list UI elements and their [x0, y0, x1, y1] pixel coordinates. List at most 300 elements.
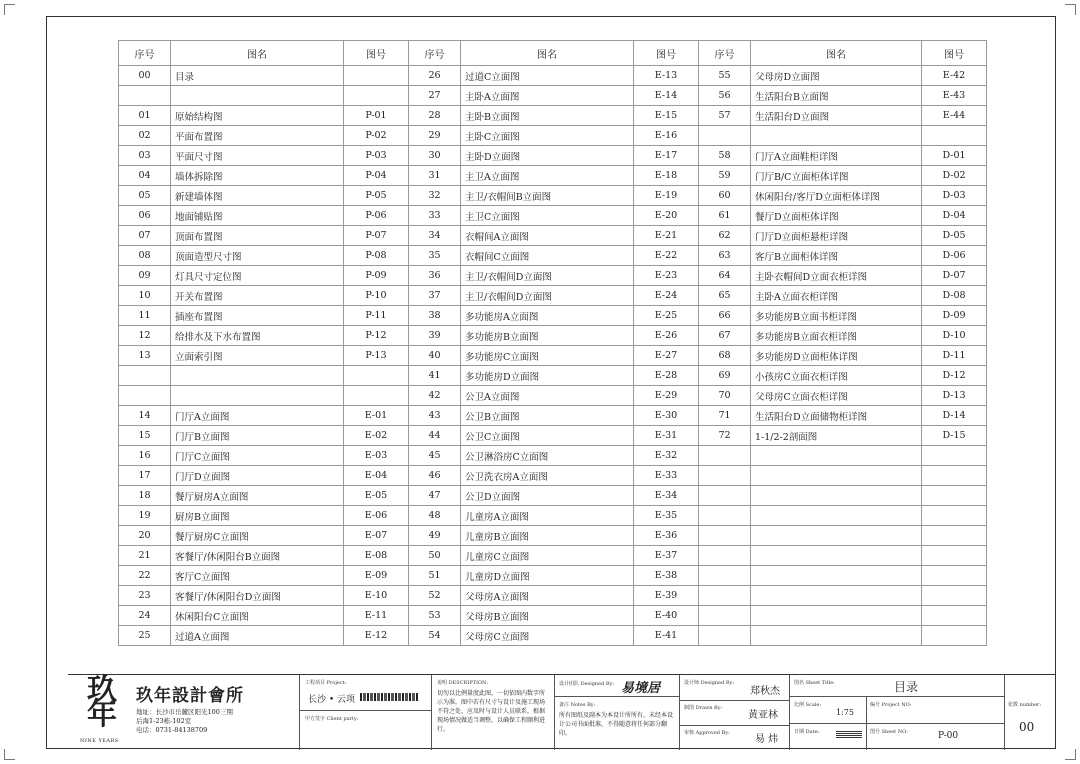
- cell-name: 多功能房A立面图: [461, 306, 634, 326]
- cell-no: 10: [119, 286, 171, 306]
- company-name: 玖年設計會所: [136, 686, 244, 706]
- sheet-info-block: [790, 675, 1005, 750]
- table-row: [119, 446, 987, 466]
- sheet-title-label: 图名 Sheet Title:: [794, 680, 835, 686]
- date-label: 日期 Date:: [794, 729, 820, 735]
- cell-code: E-10: [344, 586, 409, 606]
- cell-code: E-03: [344, 446, 409, 466]
- cell-no: 61: [699, 206, 751, 226]
- cell-code: D-06: [922, 246, 987, 266]
- cell-no: 56: [699, 86, 751, 106]
- cell-no: 50: [409, 546, 461, 566]
- cell-name: [751, 506, 922, 526]
- cell-code: E-01: [344, 406, 409, 426]
- cell-name: 主卧B立面图: [461, 106, 634, 126]
- cell-name: 主卫C立面图: [461, 206, 634, 226]
- cell-no: 11: [119, 306, 171, 326]
- cell-code: E-38: [634, 566, 699, 586]
- cell-name: 墙体拆除图: [171, 166, 344, 186]
- cell-no: [699, 446, 751, 466]
- cell-no: [699, 606, 751, 626]
- cell-no: 31: [409, 166, 461, 186]
- cell-no: 42: [409, 386, 461, 406]
- scale-label: 比例 Scale:: [794, 702, 822, 708]
- cell-no: 28: [409, 106, 461, 126]
- sheet-number-label: 张数 number:: [1008, 702, 1042, 708]
- company-block: [68, 675, 300, 750]
- table-row: [119, 146, 987, 166]
- table-row: [119, 386, 987, 406]
- table-row: [119, 306, 987, 326]
- cell-name: [751, 466, 922, 486]
- cell-no: [699, 546, 751, 566]
- cell-name: 主卫/衣帽间D立面图: [461, 266, 634, 286]
- table-row: [119, 346, 987, 366]
- company-logo: 玖年: [87, 673, 115, 732]
- cell-name: 公卫C立面图: [461, 426, 634, 446]
- cell-name: 儿童房A立面图: [461, 506, 634, 526]
- cell-code: P-08: [344, 246, 409, 266]
- cell-code: E-33: [634, 466, 699, 486]
- cell-code: E-15: [634, 106, 699, 126]
- cell-name: 儿童房D立面图: [461, 566, 634, 586]
- address-line: 后海1-23栋-102室: [136, 717, 192, 725]
- cell-name: 生活阳台B立面图: [751, 86, 922, 106]
- cell-no: [699, 486, 751, 506]
- cell-code: E-42: [922, 66, 987, 86]
- cell-code: D-11: [922, 346, 987, 366]
- cell-no: 07: [119, 226, 171, 246]
- cell-code: [922, 546, 987, 566]
- cell-no: 35: [409, 246, 461, 266]
- cell-no: [119, 386, 171, 406]
- cell-name: [751, 546, 922, 566]
- corner-mark: [1065, 749, 1076, 760]
- cell-name: 多功能房C立面图: [461, 346, 634, 366]
- table-row: [119, 546, 987, 566]
- cell-name: 多功能房B立面图: [461, 326, 634, 346]
- cell-code: D-15: [922, 426, 987, 446]
- cell-no: 68: [699, 346, 751, 366]
- cell-no: [699, 466, 751, 486]
- cell-code: P-02: [344, 126, 409, 146]
- title-block: [68, 674, 1056, 750]
- table-row: [119, 106, 987, 126]
- divider: [790, 696, 1004, 697]
- cell-code: D-03: [922, 186, 987, 206]
- cell-name: 主卧衣帽间D立面衣柜详图: [751, 266, 922, 286]
- cell-code: E-02: [344, 426, 409, 446]
- cell-name: 主卧A立面衣柜详图: [751, 286, 922, 306]
- cell-code: E-14: [634, 86, 699, 106]
- cell-no: 29: [409, 126, 461, 146]
- corner-mark: [1065, 4, 1076, 15]
- cell-name: [751, 486, 922, 506]
- cell-name: 主卫/衣帽间D立面图: [461, 286, 634, 306]
- cell-code: E-31: [634, 426, 699, 446]
- cell-no: 30: [409, 146, 461, 166]
- cell-no: 65: [699, 286, 751, 306]
- cell-no: 23: [119, 586, 171, 606]
- cell-code: D-05: [922, 226, 987, 246]
- table-row: [119, 326, 987, 346]
- table-row: [119, 66, 987, 86]
- cell-name: 顶面布置图: [171, 226, 344, 246]
- description-text: 切勿以比例量度此图，一切依图内数字所示为准。图中若有尺寸与设计及施工现场不符之处，应及时与设计人员联系，根据现场情况做适当调整，以确保工程顺利进行。: [437, 690, 546, 733]
- divider: [680, 700, 789, 701]
- cell-code: D-07: [922, 266, 987, 286]
- cell-name: 父母房A立面图: [461, 586, 634, 606]
- cell-name: 公卫淋浴房C立面图: [461, 446, 634, 466]
- sheet-number-value: 00: [1019, 720, 1035, 734]
- cell-code: E-07: [344, 526, 409, 546]
- cell-no: 33: [409, 206, 461, 226]
- cell-code: [922, 506, 987, 526]
- cell-name: 多功能房B立面衣柜详图: [751, 326, 922, 346]
- divider: [680, 725, 789, 726]
- cell-name: 门厅B/C立面柜体详图: [751, 166, 922, 186]
- cell-no: 02: [119, 126, 171, 146]
- cell-no: [699, 126, 751, 146]
- cell-code: D-13: [922, 386, 987, 406]
- cell-name: 餐厅D立面柜体详图: [751, 206, 922, 226]
- cell-name: 客餐厅/休闲阳台B立面图: [171, 546, 344, 566]
- cell-name: 门厅A立面图: [171, 406, 344, 426]
- cell-code: E-32: [634, 446, 699, 466]
- cell-no: 47: [409, 486, 461, 506]
- cell-no: 21: [119, 546, 171, 566]
- cell-no: 63: [699, 246, 751, 266]
- cell-name: 平面尺寸图: [171, 146, 344, 166]
- cell-name: 厨房B立面图: [171, 506, 344, 526]
- table-row: [119, 366, 987, 386]
- cell-code: [344, 386, 409, 406]
- cell-no: 69: [699, 366, 751, 386]
- cell-no: 43: [409, 406, 461, 426]
- cell-code: E-24: [634, 286, 699, 306]
- cell-no: [699, 566, 751, 586]
- header-code: 图号: [344, 41, 409, 66]
- cell-code: E-43: [922, 86, 987, 106]
- cell-name: 开关布置图: [171, 286, 344, 306]
- drawn-label: 制图 Drawn By:: [684, 705, 723, 711]
- cell-no: 26: [409, 66, 461, 86]
- cell-no: 54: [409, 626, 461, 646]
- cell-name: 主卧A立面图: [461, 86, 634, 106]
- scale-value: 1:75: [836, 708, 854, 717]
- cell-code: E-13: [634, 66, 699, 86]
- cell-no: 09: [119, 266, 171, 286]
- cell-code: E-41: [634, 626, 699, 646]
- drawing-index-table: [118, 40, 986, 646]
- header-no: 序号: [119, 41, 171, 66]
- cell-no: 55: [699, 66, 751, 86]
- cell-no: 19: [119, 506, 171, 526]
- cell-code: [922, 606, 987, 626]
- table-row: [119, 166, 987, 186]
- cell-name: 客厅B立面柜体详图: [751, 246, 922, 266]
- cell-name: 1-1/2-2剖面图: [751, 426, 922, 446]
- cell-name: 给排水及下水布置图: [171, 326, 344, 346]
- table-row: [119, 286, 987, 306]
- cell-code: [922, 466, 987, 486]
- cell-code: E-18: [634, 166, 699, 186]
- table-row: [119, 586, 987, 606]
- cell-code: [922, 486, 987, 506]
- cell-name: 主卧C立面图: [461, 126, 634, 146]
- cell-no: [699, 626, 751, 646]
- cell-name: 过道A立面图: [171, 626, 344, 646]
- cell-no: 32: [409, 186, 461, 206]
- cell-code: P-13: [344, 346, 409, 366]
- cell-name: 门厅C立面图: [171, 446, 344, 466]
- cell-name: [171, 366, 344, 386]
- cell-no: 17: [119, 466, 171, 486]
- cell-code: P-09: [344, 266, 409, 286]
- cell-code: E-22: [634, 246, 699, 266]
- divider: [790, 723, 1004, 724]
- cell-code: D-04: [922, 206, 987, 226]
- cell-name: 过道C立面图: [461, 66, 634, 86]
- cell-code: [922, 626, 987, 646]
- cell-no: 41: [409, 366, 461, 386]
- cell-name: 生活阳台D立面图: [751, 106, 922, 126]
- cell-no: 24: [119, 606, 171, 626]
- table-row: [119, 206, 987, 226]
- cell-no: 62: [699, 226, 751, 246]
- cell-name: [751, 586, 922, 606]
- cell-code: P-07: [344, 226, 409, 246]
- header-name: 图名: [171, 41, 344, 66]
- team-block: [555, 675, 680, 750]
- cell-no: 25: [119, 626, 171, 646]
- cell-code: E-21: [634, 226, 699, 246]
- cell-name: 多功能房D立面柜体详图: [751, 346, 922, 366]
- cell-name: 父母房C立面图: [461, 626, 634, 646]
- cell-name: 父母房B立面图: [461, 606, 634, 626]
- description-block: [432, 675, 555, 750]
- cell-no: [699, 506, 751, 526]
- cell-name: 顶面造型尺寸图: [171, 246, 344, 266]
- approved-value: 易 炜: [755, 734, 779, 745]
- cell-code: P-12: [344, 326, 409, 346]
- cell-no: 04: [119, 166, 171, 186]
- drawn-value: 黄亚林: [748, 710, 778, 721]
- project-no-label: 编号 Project NO:: [870, 702, 912, 708]
- cell-code: E-34: [634, 486, 699, 506]
- cell-code: D-12: [922, 366, 987, 386]
- cell-name: 儿童房C立面图: [461, 546, 634, 566]
- cell-name: [751, 606, 922, 626]
- cell-name: 插座布置图: [171, 306, 344, 326]
- cell-no: 45: [409, 446, 461, 466]
- cell-code: E-20: [634, 206, 699, 226]
- cell-no: 12: [119, 326, 171, 346]
- cell-name: 门厅D立面柜悬柜详图: [751, 226, 922, 246]
- cell-no: [119, 366, 171, 386]
- header-name: 图名: [461, 41, 634, 66]
- cell-no: 00: [119, 66, 171, 86]
- cell-no: [699, 526, 751, 546]
- cell-code: E-12: [344, 626, 409, 646]
- cell-no: 71: [699, 406, 751, 426]
- cell-no: 57: [699, 106, 751, 126]
- cell-name: 儿童房B立面图: [461, 526, 634, 546]
- cell-code: D-02: [922, 166, 987, 186]
- cell-name: 小孩房C立面衣柜详图: [751, 366, 922, 386]
- table-row: [119, 526, 987, 546]
- cell-code: E-04: [344, 466, 409, 486]
- cell-name: 公卫A立面图: [461, 386, 634, 406]
- cell-code: P-10: [344, 286, 409, 306]
- cell-no: 60: [699, 186, 751, 206]
- table-row: [119, 86, 987, 106]
- company-logo-en: NINE YEARS: [80, 738, 119, 744]
- cell-name: 衣帽间A立面图: [461, 226, 634, 246]
- table-row: [119, 126, 987, 146]
- cell-name: 门厅A立面鞋柜详图: [751, 146, 922, 166]
- cell-no: 59: [699, 166, 751, 186]
- date-blur: [836, 731, 862, 738]
- cell-name: 目录: [171, 66, 344, 86]
- header-name: 图名: [751, 41, 922, 66]
- table-header-row: [119, 41, 987, 66]
- cell-no: [699, 586, 751, 606]
- cell-no: 53: [409, 606, 461, 626]
- cell-name: 衣帽间C立面图: [461, 246, 634, 266]
- header-code: 图号: [922, 41, 987, 66]
- divider: [300, 710, 431, 711]
- cell-name: 多功能房D立面图: [461, 366, 634, 386]
- client-label: 甲方签字 Client party:: [305, 716, 359, 722]
- cell-name: [751, 446, 922, 466]
- cell-name: 餐厅厨房C立面图: [171, 526, 344, 546]
- cell-no: 08: [119, 246, 171, 266]
- cell-name: [751, 626, 922, 646]
- cell-no: 34: [409, 226, 461, 246]
- cell-name: 公卫B立面图: [461, 406, 634, 426]
- cell-name: 休闲阳台C立面图: [171, 606, 344, 626]
- cell-no: 01: [119, 106, 171, 126]
- cell-code: E-05: [344, 486, 409, 506]
- cell-code: E-28: [634, 366, 699, 386]
- cell-no: 52: [409, 586, 461, 606]
- cell-no: 22: [119, 566, 171, 586]
- cell-no: 44: [409, 426, 461, 446]
- cell-code: E-30: [634, 406, 699, 426]
- cell-no: 13: [119, 346, 171, 366]
- description-label: 说明 DESCRIPTION:: [437, 680, 488, 686]
- cell-name: 父母房D立面图: [751, 66, 922, 86]
- cell-no: 51: [409, 566, 461, 586]
- cell-code: E-11: [344, 606, 409, 626]
- cell-code: D-01: [922, 146, 987, 166]
- cell-no: 64: [699, 266, 751, 286]
- cell-code: E-08: [344, 546, 409, 566]
- project-value: 长沙 • 云项: [308, 695, 356, 705]
- cell-code: P-01: [344, 106, 409, 126]
- project-label: 工程项目 Project:: [305, 680, 347, 686]
- cell-code: E-27: [634, 346, 699, 366]
- cell-code: E-09: [344, 566, 409, 586]
- cell-name: 原始结构图: [171, 106, 344, 126]
- cell-no: 39: [409, 326, 461, 346]
- cell-code: E-39: [634, 586, 699, 606]
- cell-no: 20: [119, 526, 171, 546]
- cell-code: E-25: [634, 306, 699, 326]
- cell-code: [922, 126, 987, 146]
- cell-name: 新建墙体图: [171, 186, 344, 206]
- cell-name: 门厅B立面图: [171, 426, 344, 446]
- cell-code: [922, 526, 987, 546]
- table-row: [119, 566, 987, 586]
- cell-no: 03: [119, 146, 171, 166]
- sheet-title-value: 目录: [894, 680, 919, 694]
- cell-no: 38: [409, 306, 461, 326]
- cell-name: 公卫洗衣房A立面图: [461, 466, 634, 486]
- cell-name: 主卫/衣帽间B立面图: [461, 186, 634, 206]
- cell-no: 37: [409, 286, 461, 306]
- sheet-number-block: [1005, 675, 1056, 750]
- cell-no: 70: [699, 386, 751, 406]
- sheet-no-value: P-00: [938, 731, 959, 741]
- cell-name: [751, 126, 922, 146]
- table-row: [119, 186, 987, 206]
- cell-no: 16: [119, 446, 171, 466]
- table-row: [119, 486, 987, 506]
- corner-mark: [4, 4, 15, 15]
- cell-code: P-04: [344, 166, 409, 186]
- cell-name: 父母房C立面衣柜详图: [751, 386, 922, 406]
- cell-name: 主卫A立面图: [461, 166, 634, 186]
- cell-name: 餐厅厨房A立面图: [171, 486, 344, 506]
- cell-name: [751, 566, 922, 586]
- cell-name: 公卫D立面图: [461, 486, 634, 506]
- table-row: [119, 226, 987, 246]
- personnel-block: [680, 675, 790, 750]
- company-address: [136, 708, 233, 735]
- table-row: [119, 506, 987, 526]
- cell-no: 49: [409, 526, 461, 546]
- cell-name: [751, 526, 922, 546]
- header-no: 序号: [409, 41, 461, 66]
- cell-no: 72: [699, 426, 751, 446]
- table-row: [119, 266, 987, 286]
- table-row: [119, 426, 987, 446]
- cell-code: E-17: [634, 146, 699, 166]
- cell-code: E-29: [634, 386, 699, 406]
- cell-no: 48: [409, 506, 461, 526]
- team-label: 设计团队 Designed By:: [559, 681, 615, 687]
- cell-code: E-19: [634, 186, 699, 206]
- cell-name: 平面布置图: [171, 126, 344, 146]
- cell-code: E-23: [634, 266, 699, 286]
- table-row: [119, 466, 987, 486]
- cell-no: 36: [409, 266, 461, 286]
- cell-code: P-05: [344, 186, 409, 206]
- cell-no: 15: [119, 426, 171, 446]
- cell-code: [922, 586, 987, 606]
- cell-no: 06: [119, 206, 171, 226]
- table-row: [119, 626, 987, 646]
- notes-text: 所有图纸及副本为本设计所所有，未经本设计公司书面批准，不得随意将任何部分翻印。: [559, 712, 674, 737]
- cell-name: 灯具尺寸定位图: [171, 266, 344, 286]
- divider: [555, 696, 679, 697]
- cell-code: [344, 366, 409, 386]
- sheet-no-label: 图号 Sheet NO:: [870, 729, 908, 735]
- cell-no: 14: [119, 406, 171, 426]
- address-line: 地址：长沙市岳麓区阳光100三期: [136, 708, 233, 716]
